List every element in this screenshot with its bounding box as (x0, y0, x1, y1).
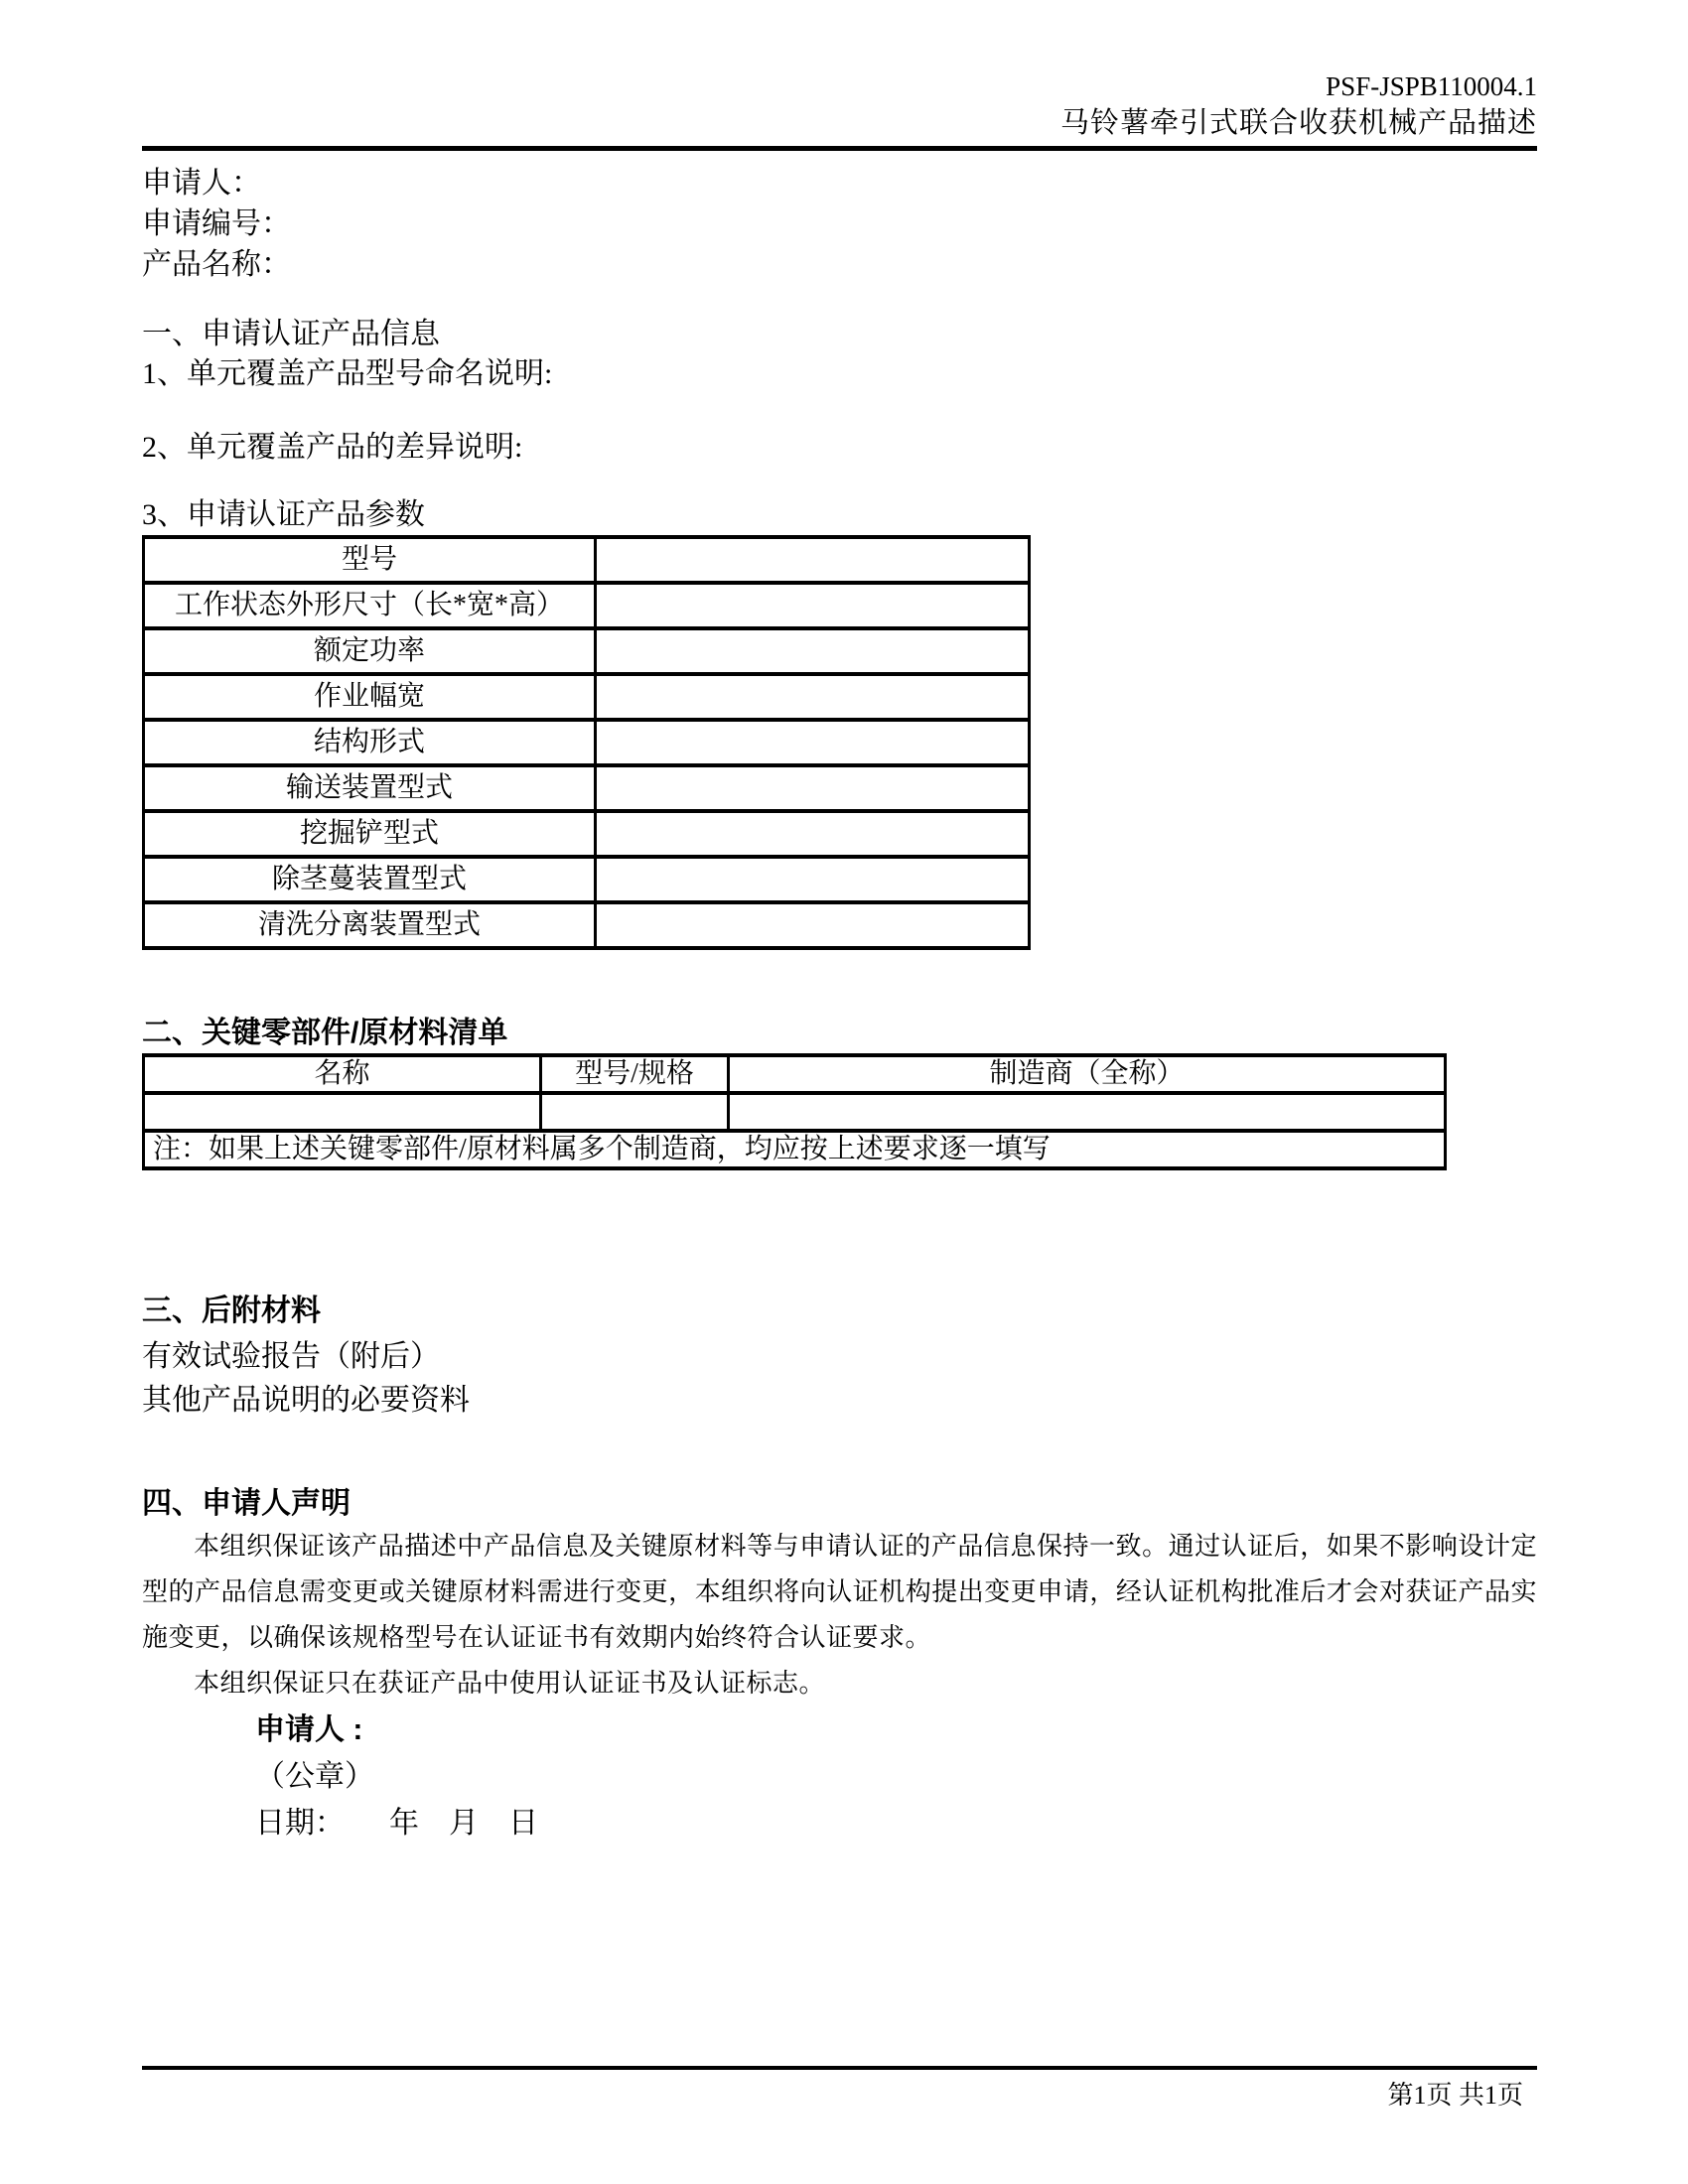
declaration-paragraph-1: 本组织保证该产品描述中产品信息及关键原材料等与申请认证的产品信息保持一致。通过认证后，如果不影响设计定型的产品信息需变更或关键原材料需进行变更，本组织将向认证机构提出变更申请，经认证机构批准后才会对获证产品实施变更，以确保该规格型号在认证证书有效期内始终符合认证要求。 (142, 1532, 1537, 1652)
table-row (144, 811, 1030, 857)
header-rule (142, 146, 1537, 151)
item-product-differences: 2、单元覆盖产品的差异说明: (142, 431, 523, 464)
param-value-cell (596, 674, 1030, 720)
manufacturer-value-cell (729, 1093, 1446, 1131)
product-name-label: 产品名称： (142, 248, 291, 281)
signature-block (255, 1706, 1537, 1846)
table-row (144, 720, 1030, 765)
param-label: 结构形式 (144, 720, 596, 765)
table-row (144, 628, 1030, 674)
page-header (142, 69, 1537, 151)
section-one-heading: 一、申请认证产品信息 (142, 318, 440, 350)
application-number-label: 申请编号： (142, 207, 291, 240)
model-spec-value-cell (541, 1093, 729, 1131)
param-label: 工作状态外形尺寸（长*宽*高） (144, 583, 596, 628)
param-value-cell (596, 765, 1030, 811)
signature-seal-label: （公章） (255, 1760, 374, 1793)
section-three-heading: 三、后附材料 (142, 1295, 321, 1327)
param-value-cell (596, 537, 1030, 583)
param-value-cell (596, 628, 1030, 674)
table-row (144, 902, 1030, 948)
page-footer (142, 2066, 1537, 2112)
name-value-cell (144, 1093, 541, 1131)
column-header-manufacturer: 制造商（全称） (729, 1055, 1446, 1093)
table-row (144, 765, 1030, 811)
param-label: 型号 (144, 537, 596, 583)
table-row (144, 674, 1030, 720)
applicant-label: 申请人： (142, 167, 261, 200)
param-value-cell (596, 857, 1030, 902)
item-product-parameters: 3、申请认证产品参数 (142, 498, 425, 531)
document-title: 马铃薯牵引式联合收获机械产品描述 (1059, 107, 1537, 139)
param-label: 输送装置型式 (144, 765, 596, 811)
section-three (142, 1292, 1537, 1423)
document-code: PSF-JSPB110004.1 (1326, 71, 1537, 101)
column-header-name: 名称 (144, 1055, 541, 1093)
param-label: 挖掘铲型式 (144, 811, 596, 857)
page-number: 第1页 共1页 (1387, 2081, 1523, 2110)
param-value-cell (596, 902, 1030, 948)
param-label: 作业幅宽 (144, 674, 596, 720)
applicant-fields-block (142, 163, 1537, 285)
attachment-test-report: 有效试验报告（附后） (142, 1340, 440, 1373)
param-value-cell (596, 583, 1030, 628)
table-row (144, 583, 1030, 628)
param-label: 除茎蔓装置型式 (144, 857, 596, 902)
param-label: 额定功率 (144, 628, 596, 674)
table-header-row (144, 1055, 1446, 1093)
attachment-other-docs: 其他产品说明的必要资料 (142, 1384, 470, 1417)
key-parts-table (142, 1053, 1447, 1170)
product-parameters-table (142, 535, 1031, 950)
section-two (142, 1014, 1537, 1170)
table-row (144, 857, 1030, 902)
table-note: 注：如果上述关键零部件/原材料属多个制造商，均应按上述要求逐一填写 (144, 1131, 1446, 1168)
param-value-cell (596, 811, 1030, 857)
section-two-heading: 二、关键零部件/原材料清单 (142, 1017, 508, 1049)
item-model-naming: 1、单元覆盖产品型号命名说明: (142, 357, 553, 390)
param-label: 清洗分离装置型式 (144, 902, 596, 948)
section-one (142, 315, 1537, 950)
param-value-cell (596, 720, 1030, 765)
section-four-heading: 四、申请人声明 (142, 1487, 351, 1520)
declaration-paragraph-2: 本组织保证只在获证产品中使用认证证书及认证标志。 (194, 1669, 826, 1698)
column-header-model-spec: 型号/规格 (541, 1055, 729, 1093)
section-four (142, 1484, 1537, 1846)
table-note-row (144, 1131, 1446, 1168)
table-row (144, 1093, 1446, 1131)
signature-date-label: 日期： 年 月 日 (255, 1807, 538, 1840)
signature-applicant-label: 申请人 : (255, 1713, 363, 1746)
table-row (144, 537, 1030, 583)
